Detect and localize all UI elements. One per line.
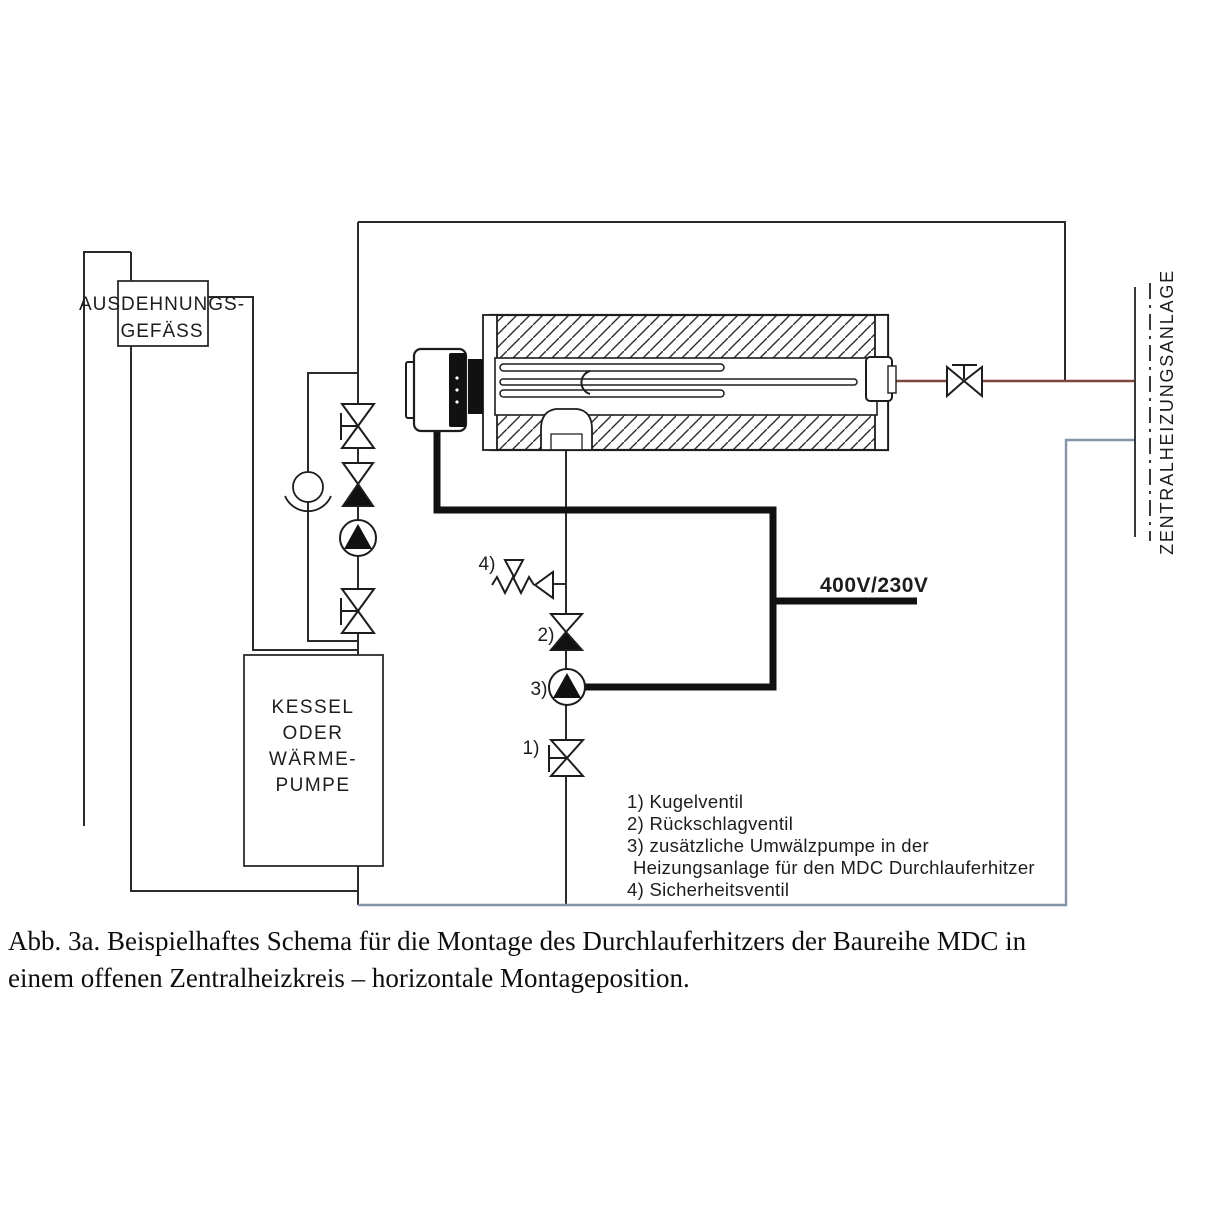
callout-1: 1) [522,738,540,759]
boiler-label-1: KESSEL [271,697,355,718]
heater-outlet [866,357,896,401]
callout-4: 4) [478,554,496,575]
ball-valve-top [341,404,374,448]
legend [627,791,1035,900]
boiler-label-3: WÄRME- [268,749,358,770]
boiler-supply-fittings [285,404,376,633]
heater-bottom-port [541,409,592,450]
figure-caption [8,926,1027,993]
ball-valve-1 [549,740,583,776]
caption-line-2: einem offenen Zentralheizkreis – horizontale Montageposition. [8,963,690,993]
legend-item-3: 3) zusätzliche Umwälzpumpe in der [627,835,929,856]
electrical-wiring [437,423,917,687]
caption-line-1: Abb. 3a. Beispielhaftes Schema für die Montage des Durchlauferhitzers der Baureihe MDC in [8,926,1027,956]
legend-item-4: 4) Sicherheitsventil [627,879,790,900]
legend-item-2: 2) Rückschlagventil [627,813,794,834]
legend-item-1: 1) Kugelventil [627,791,744,812]
check-valve-2 [551,614,582,650]
voltage-label: 400V/230V [820,574,929,597]
boiler-label-4: PUMPE [275,775,351,796]
supply-shutoff-valve [947,365,982,396]
expansion-vessel-label-1: AUSDEHNUNGS- [78,294,246,315]
callout-3: 3) [530,679,548,700]
check-valve-left [343,463,373,506]
expansion-vessel-right-pipe [208,297,358,650]
safety-valve [492,560,553,598]
expansion-vessel [79,281,245,346]
expansion-vessel-label-2: GEFÄSS [120,321,204,342]
central-heating-boundary [1135,269,1177,555]
pump-3 [549,669,585,705]
boiler-box-group [244,655,383,866]
legend-item-3b: Heizungsanlage für den MDC Durchlauferhitzer [633,857,1035,878]
heater-electrical-cap [406,349,483,431]
callout-2: 2) [537,625,555,646]
pump-left [340,520,376,556]
central-heating-label: ZENTRALHEIZUNGSANLAGE [1157,269,1177,555]
mdc-heater [406,315,896,450]
boiler-label-2: ODER [282,723,344,744]
ball-valve-bottom [341,589,374,633]
